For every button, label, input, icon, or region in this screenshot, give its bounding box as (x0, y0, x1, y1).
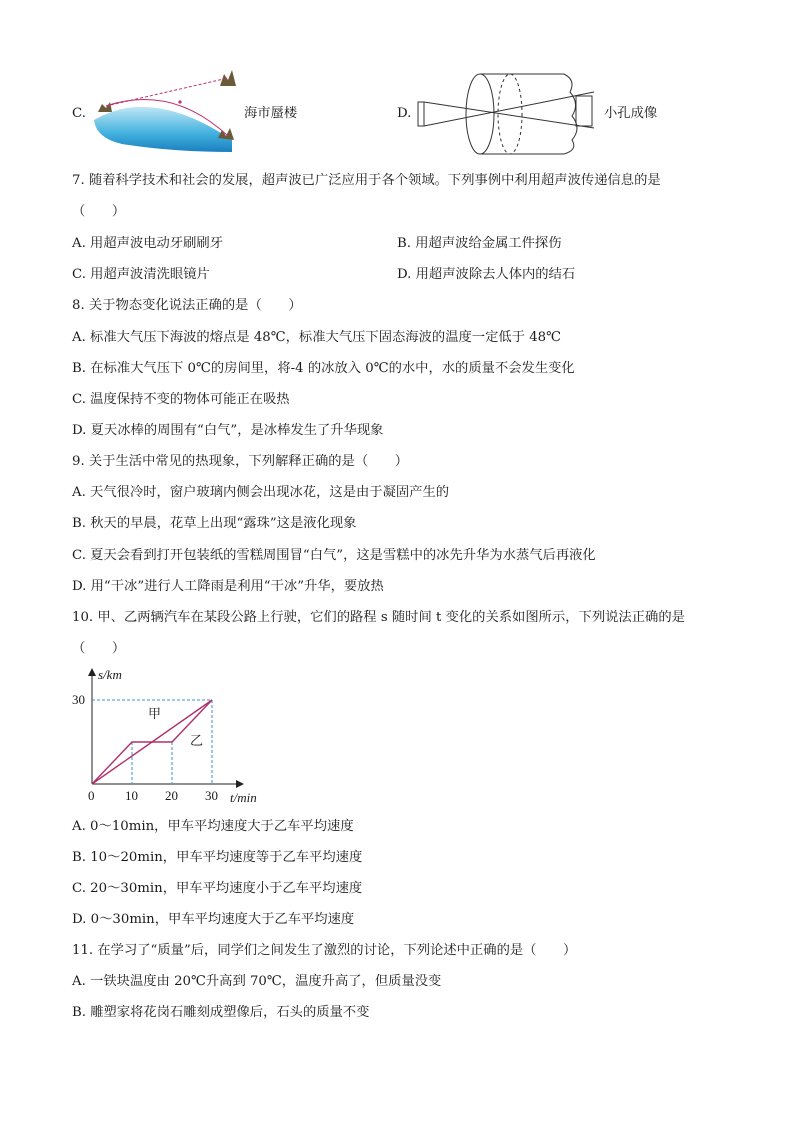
question-9-option-c: C. 夏天会看到打开包装纸的雪糕周围冒“白气”，这是雪糕中的冰先升华为水蒸气后再液化 (72, 548, 596, 563)
question-8-option-d: D. 夏天冰棒的周围有“白气”，是冰棒发生了升华现象 (72, 423, 384, 438)
question-10-option-c: C. 20～30min，甲车平均速度小于乙车平均速度 (72, 881, 363, 896)
question-7-option-b: B. 用超声波给金属工件探伤 (397, 236, 562, 251)
option-c-label: C. (72, 106, 86, 121)
x-axis-label: t/min (230, 790, 257, 805)
question-9-option-a: A. 天气很冷时，窗户玻璃内侧会出现冰花，这是由于凝固产生的 (72, 485, 450, 500)
question-8-stem: 8. 关于物态变化说法正确的是（ ） (72, 298, 302, 313)
question-7-option-c: C. 用超声波清洗眼镜片 (72, 267, 210, 282)
mirage-figure (92, 66, 242, 156)
question-10-stem: 10. 甲、乙两辆汽车在某段公路上行驶，它们的路程 s 随时间 t 变化的关系如图所示，下列说法正确的是 (72, 610, 685, 625)
question-11-option-b: B. 雕塑家将花岗石雕刻成塑像后，石头的质量不变 (72, 1005, 370, 1020)
x-tick-label: 0 (88, 788, 95, 803)
x-tick-label: 10 (125, 788, 138, 803)
y-tick-label: 30 (72, 692, 85, 707)
question-9-option-d: D. 用“干冰”进行人工降雨是利用“干冰”升华，要放热 (72, 579, 384, 594)
mirage-caption: 海市蜃楼 (244, 106, 298, 121)
question-7-stem: 7. 随着科学技术和社会的发展，超声波已广泛应用于各个领域。下列事例中利用超声波传递信息的是 (72, 173, 661, 188)
distance-time-chart (70, 664, 270, 809)
series-label-jia: 甲 (148, 706, 162, 722)
x-tick-label: 20 (165, 788, 178, 803)
question-9-stem: 9. 关于生活中常见的热现象，下列解释正确的是（ ） (72, 454, 409, 469)
pinhole-caption: 小孔成像 (604, 106, 658, 121)
pinhole-figure (414, 70, 614, 162)
question-10-option-b: B. 10～20min，甲车平均速度等于乙车平均速度 (72, 850, 363, 865)
question-7-option-a: A. 用超声波电动牙刷刷牙 (72, 236, 224, 251)
question-8-option-a: A. 标准大气压下海波的熔点是 48℃，标准大气压下固态海波的温度一定低于 48℃ (72, 330, 562, 345)
option-d-label: D. (397, 106, 412, 121)
question-11-option-a: A. 一铁块温度由 20℃升高到 70℃，温度升高了，但质量没变 (72, 974, 442, 989)
y-axis-label: s/km (98, 667, 122, 682)
question-7-blank: （ ） (72, 204, 126, 219)
question-10-option-a: A. 0～10min，甲车平均速度大于乙车平均速度 (72, 819, 354, 834)
question-11-stem: 11. 在学习了“质量”后，同学们之间发生了激烈的讨论，下列论述中正确的是（ ） (72, 943, 577, 958)
question-9-option-b: B. 秋天的早晨，花草上出现“露珠”这是液化现象 (72, 516, 357, 531)
question-7-option-d: D. 用超声波除去人体内的结石 (397, 267, 576, 282)
question-8-option-b: B. 在标准大气压下 0℃的房间里，将-4 的冰放入 0℃的水中，水的质量不会发生变化 (72, 361, 575, 376)
question-8-option-c: C. 温度保持不变的物体可能正在吸热 (72, 392, 290, 407)
series-label-yi: 乙 (190, 732, 204, 748)
question-10-blank: （ ） (72, 641, 126, 656)
x-tick-label: 30 (205, 788, 218, 803)
question-10-option-d: D. 0～30min，甲车平均速度大于乙车平均速度 (72, 912, 355, 927)
